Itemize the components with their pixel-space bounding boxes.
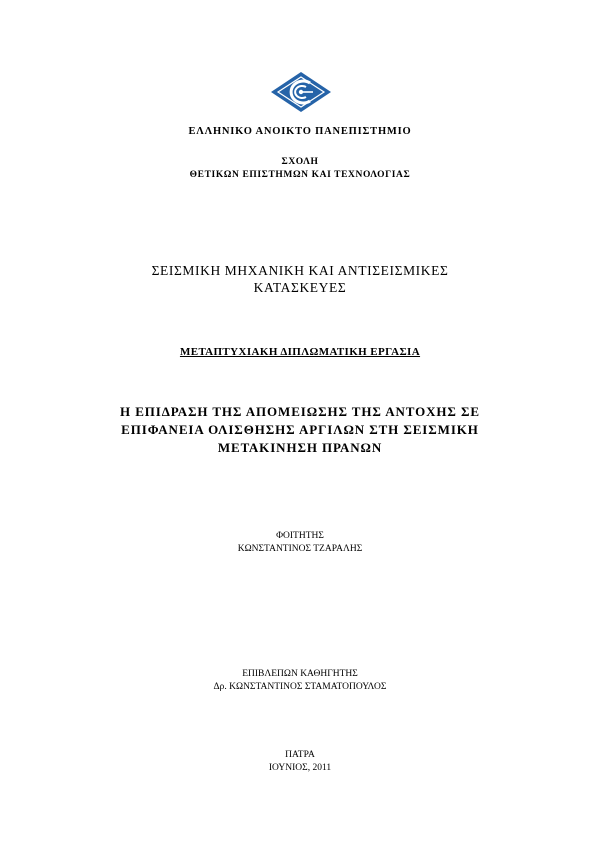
student-name: ΚΩΝΣΤΑΝΤΙΝΟΣ ΤΖΑΡΑΛΗΣ [237, 544, 363, 554]
thesis-title-line-3: ΜΕΤΑΚΙΝΗΣΗ ΠΡΑΝΩΝ [217, 440, 383, 455]
program-title-line-1: ΣΕΙΣΜΙΚΗ ΜΗΧΑΝΙΚΗ ΚΑΙ ΑΝΤΙΣΕΙΣΜΙΚΕΣ [151, 263, 449, 278]
program-title-line-2: ΚΑΤΑΣΚΕΥΕΣ [253, 280, 347, 295]
supervisor-label: ΕΠΙΒΛΕΠΩΝ ΚΑΘΗΓΗΤΗΣ [242, 669, 358, 679]
university-logo-icon [270, 71, 332, 113]
city: ΠΑΤΡΑ [285, 750, 315, 760]
thesis-title-line-2: ΕΠΙΦΑΝΕΙΑ ΟΛΙΣΘΗΣΗΣ ΑΡΓΙΛΩΝ ΣΤΗ ΣΕΙΣΜΙΚΗ [121, 422, 479, 437]
faculty-name: ΘΕΤΙΚΩΝ ΕΠΙΣΤΗΜΩΝ ΚΑΙ ΤΕΧΝΟΛΟΓΙΑΣ [189, 170, 411, 180]
school-label: ΣΧΟΛΗ [281, 157, 319, 167]
student-label: ΦΟΙΤΗΤΗΣ [276, 531, 324, 541]
supervisor-name: Δρ. ΚΩΝΣΤΑΝΤΙΝΟΣ ΣΤΑΜΑΤΟΠΟΥΛΟΣ [213, 682, 387, 692]
thesis-type: ΜΕΤΑΠΤΥΧΙΑΚΗ ΔΙΠΛΩΜΑΤΙΚΗ ΕΡΓΑΣΙΑ [179, 346, 421, 358]
university-name: ΕΛΛΗΝΙΚΟ ΑΝΟΙΚΤΟ ΠΑΝΕΠΙΣΤΗΜΙΟ [188, 126, 412, 137]
thesis-title-line-1: Η ΕΠΙΔΡΑΣΗ ΤΗΣ ΑΠΟΜΕΙΩΣΗΣ ΤΗΣ ΑΝΤΟΧΗΣ ΣΕ [120, 404, 480, 419]
date: ΙΟΥΝΙΟΣ, 2011 [268, 763, 332, 773]
